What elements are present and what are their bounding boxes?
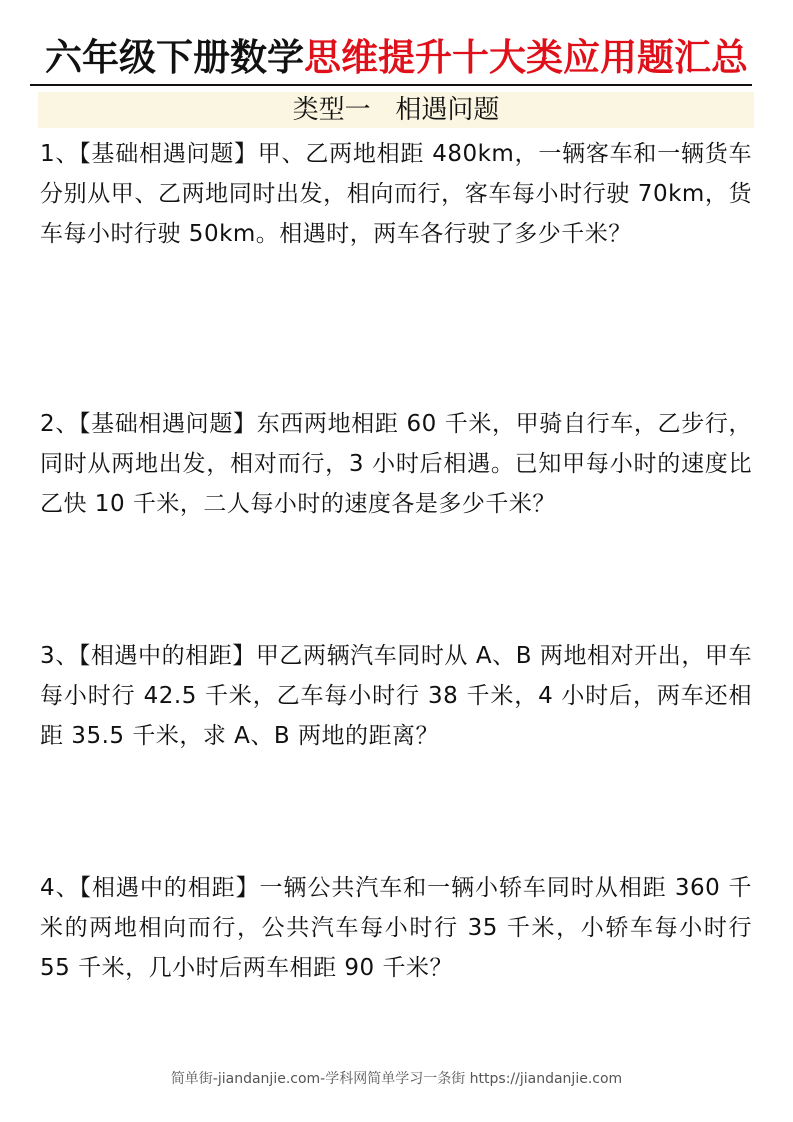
title-underline <box>30 84 752 86</box>
title-topic-part: 思维提升十大类应用题汇总 <box>304 36 748 79</box>
title-grade-part: 六年级下册数学 <box>45 36 304 79</box>
problem-3: 3、【相遇中的相距】甲乙两辆汽车同时从 A、B 两地相对开出，甲车每小时行 42.5 千米，乙车每小时行 38 千米，4 小时后，两车还相距 35.5 千米，求 A、B 两地的距离？ <box>40 643 752 749</box>
problem-1: 1、【基础相遇问题】甲、乙两地相距 480km，一辆客车和一辆货车分别从甲、乙两地同时出发，相向而行，客车每小时行驶 70km，货车每小时行驶 50km。相遇时，两车各行驶了多少千米？ <box>40 141 752 247</box>
document-title <box>0 34 793 82</box>
footer-watermark[interactable]: 简单街-jiandanjie.com-学科网简单学习一条街 https://jiandanjie.com <box>170 1071 623 1087</box>
section-title: 类型一 相遇问题 <box>292 95 500 125</box>
problem-4: 4、【相遇中的相距】一辆公共汽车和一辆小轿车同时从相距 360 千米的两地相向而行，公共汽车每小时行 35 千米，小轿车每小时行 55 千米，几小时后两车相距 90 千米？ <box>40 875 752 981</box>
problem-2: 2、【基础相遇问题】东西两地相距 60 千米，甲骑自行车，乙步行，同时从两地出发，相对而行，3 小时后相遇。已知甲每小时的速度比乙快 10 千米，二人每小时的速度各是多少千米？ <box>40 411 752 517</box>
